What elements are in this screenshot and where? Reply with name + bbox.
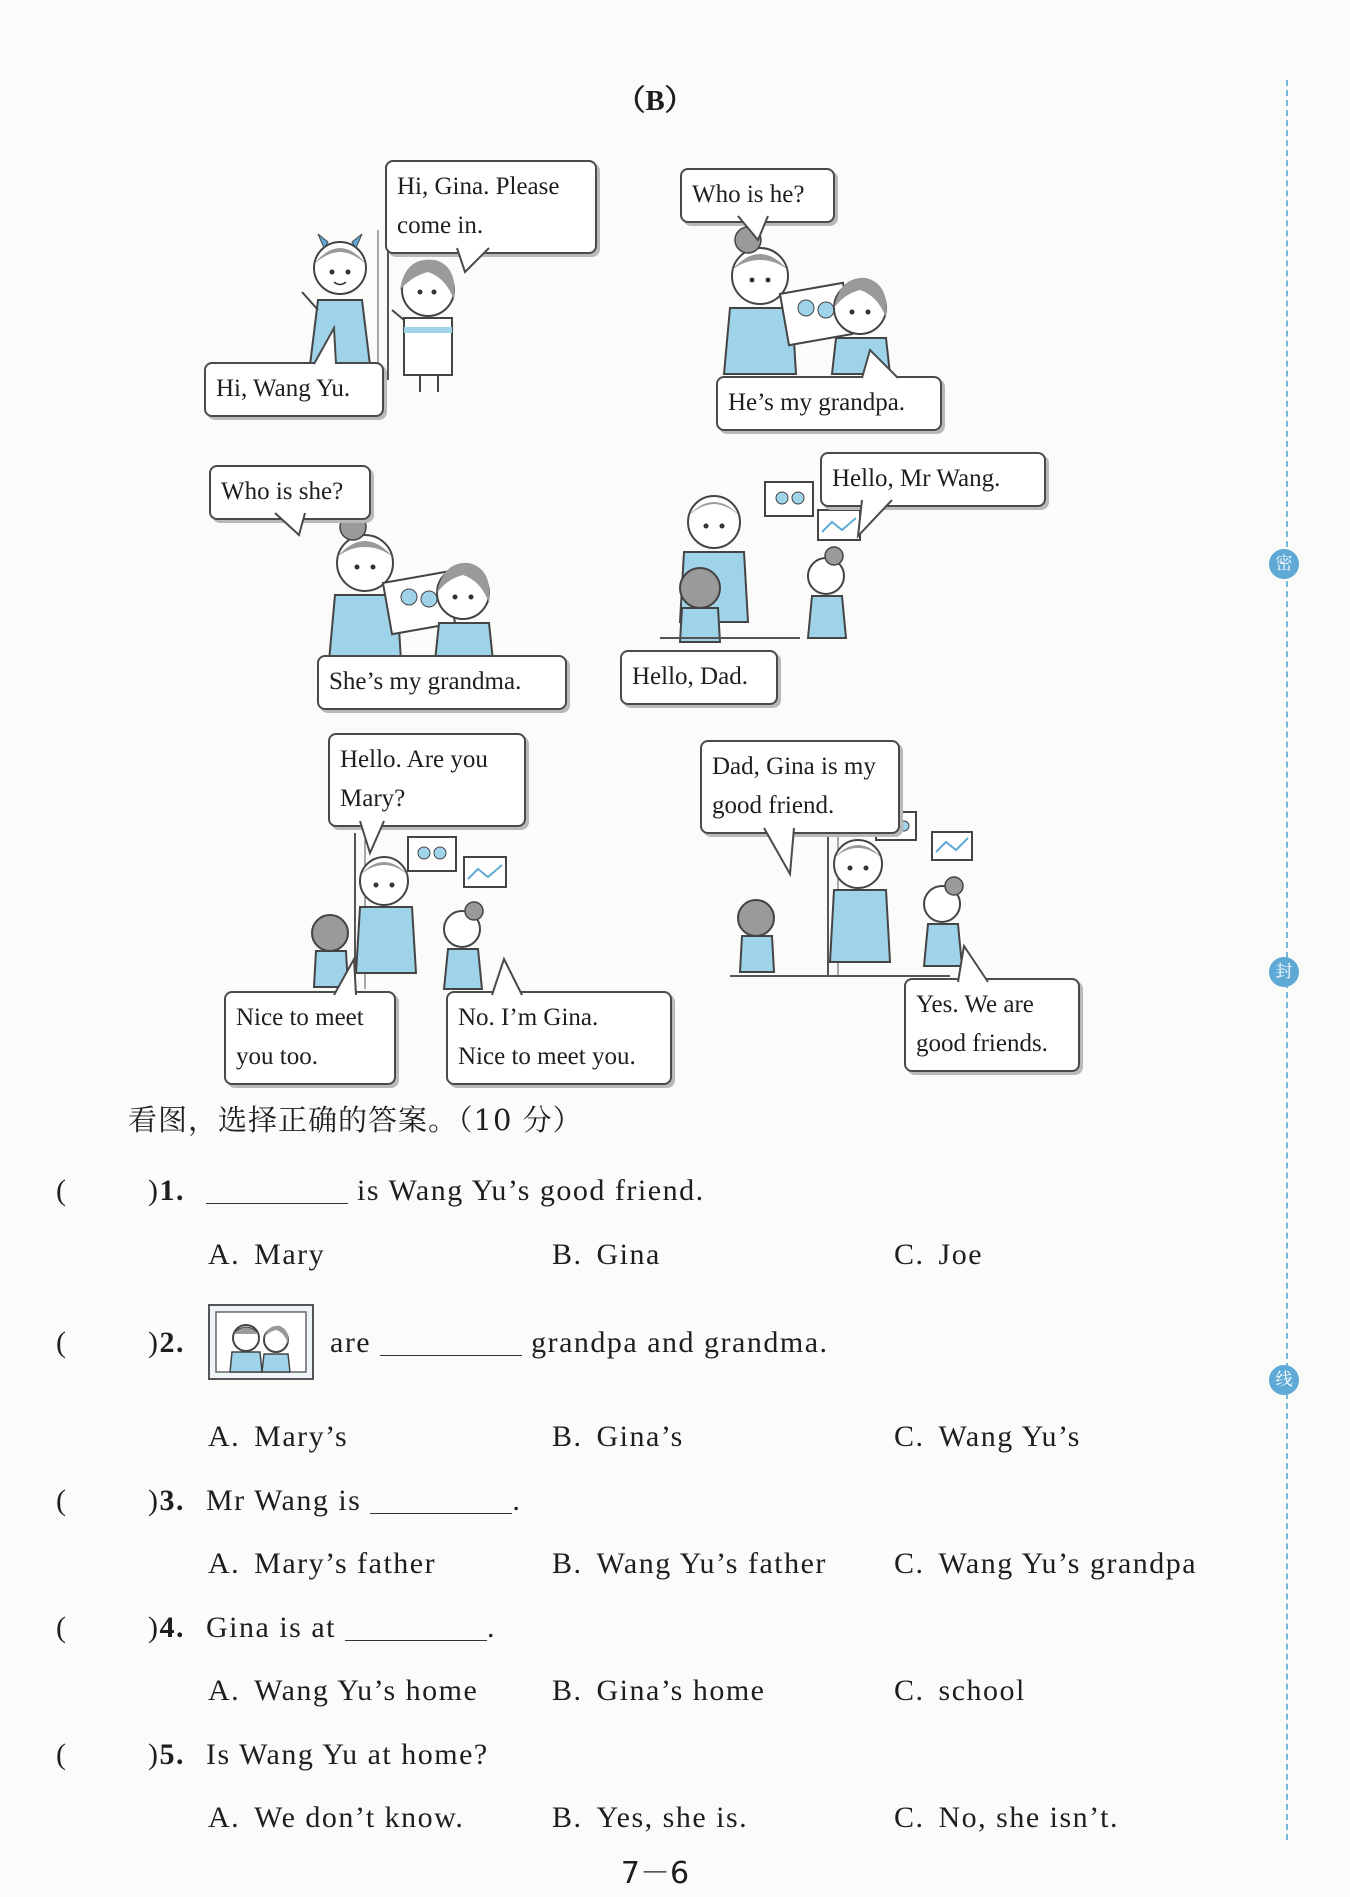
option-b[interactable]: B. Wang Yu’s father [552,1547,827,1580]
option-a[interactable]: A. Mary [208,1238,326,1271]
speech-bubble: Hello, Mr Wang. [820,452,1046,507]
question-stem: is Wang Yu’s good friend. [206,1174,705,1208]
option-a[interactable]: A. Mary’s [208,1420,349,1453]
section-title: （B） [616,85,694,117]
scene-5 [220,733,680,1083]
option-a[interactable]: A. Mary’s father [208,1547,437,1580]
option-b[interactable]: B. Gina’s home [552,1674,766,1707]
speech-bubble: No. I’m Gina. Nice to meet you. [446,991,672,1085]
scene-2 [680,168,1060,418]
bubble-tail [310,326,350,366]
page-number: 7－6 [620,1856,690,1891]
speech-bubble: Yes. We are good friends. [904,978,1080,1072]
answer-paren-right: )2. [148,1326,185,1359]
speech-bubble: Hi, Gina. Please come in. [385,160,597,254]
bubble-tail [764,828,804,878]
answer-blank[interactable] [380,1327,522,1356]
speech-bubble: Nice to meet you too. [224,991,396,1085]
answer-blank[interactable] [345,1612,487,1641]
bubble-tail [858,500,898,540]
bubble-tail [862,350,902,380]
answer-paren-left: ( [56,1326,68,1359]
option-c[interactable]: C. Joe [894,1238,984,1271]
option-b[interactable]: B. Gina [552,1238,661,1271]
option-c[interactable]: C. Wang Yu’s [894,1420,1081,1453]
answer-paren-right: )4. [148,1611,185,1644]
answer-paren-right: )1. [148,1174,185,1207]
option-a[interactable]: A. We don’t know. [208,1801,465,1834]
option-b[interactable]: B. Yes, she is. [552,1801,749,1834]
question-stem: Is Wang Yu at home? [206,1738,489,1771]
binding-mark-seal: 封 [1269,957,1299,987]
answer-paren-right: )5. [148,1738,185,1771]
bubble-tail [738,216,778,246]
instruction-text: 看图，选择正确的答案。（10 分） [128,1103,583,1137]
scene-1 [200,160,620,410]
option-b[interactable]: B. Gina’s [552,1420,684,1453]
bubble-tail [455,248,495,278]
bubble-tail [958,946,998,986]
bubble-tail [275,513,315,543]
bubble-tail [360,821,400,861]
grandparents-illustration [210,1306,312,1378]
speech-bubble: Hello, Dad. [620,650,778,705]
speech-bubble: Hi, Wang Yu. [204,362,384,417]
binding-mark-seal: 线 [1269,1365,1299,1395]
question-stem: Gina is at . [206,1611,496,1644]
answer-paren-left: ( [56,1484,68,1517]
answer-paren-left: ( [56,1611,68,1644]
question-stem: are grandpa and grandma. [330,1326,829,1359]
question-stem: Mr Wang is . [206,1484,522,1517]
answer-blank[interactable] [370,1485,512,1514]
scene-6 [700,740,1100,1070]
option-c[interactable]: C. No, she isn’t. [894,1801,1119,1834]
option-c[interactable]: C. Wang Yu’s grandpa [894,1547,1198,1580]
speech-bubble: She’s my grandma. [317,655,567,710]
scene-3 [205,465,605,705]
answer-paren-left: ( [56,1174,68,1207]
scene-4 [620,452,1060,702]
speech-bubble: Dad, Gina is my good friend. [700,740,900,834]
grandparents-photo [208,1304,314,1380]
speech-bubble: Who is he? [680,168,835,223]
speech-bubble: Who is she? [209,465,371,520]
answer-paren-left: ( [56,1738,68,1771]
answer-paren-right: )3. [148,1484,185,1517]
speech-bubble: He’s my grandpa. [716,376,942,431]
option-c[interactable]: C. school [894,1674,1026,1707]
speech-bubble: Hello. Are you Mary? [328,733,526,827]
bubble-tail [492,959,532,999]
binding-mark-seal: 密 [1269,549,1299,579]
bubble-tail [334,959,374,999]
answer-blank[interactable] [206,1175,348,1204]
option-a[interactable]: A. Wang Yu’s home [208,1674,479,1707]
